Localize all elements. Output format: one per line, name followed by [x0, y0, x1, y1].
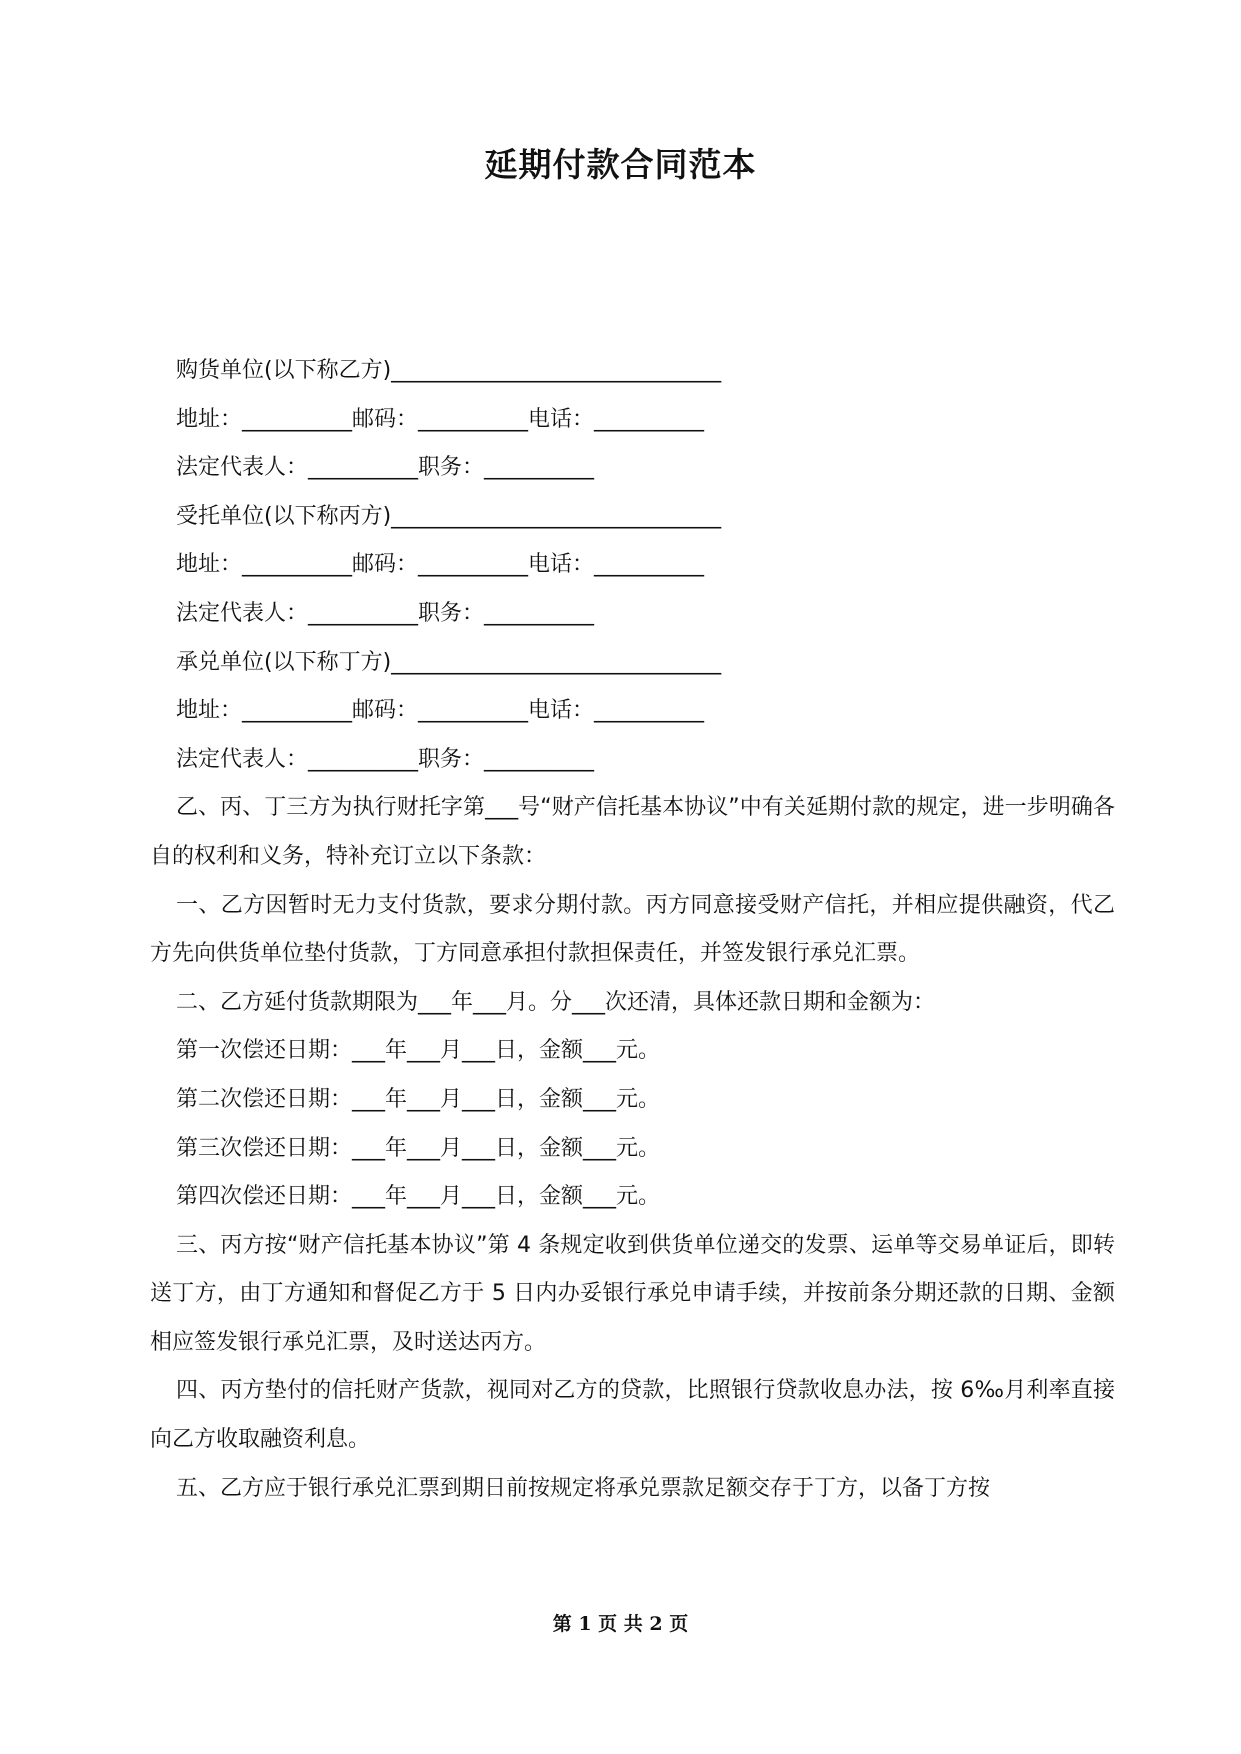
clause-1: 一、乙方因暂时无力支付货款，要求分期付款。丙方同意接受财产信托，并相应提供融资，代乙方先向供货单位垫付货款，丁方同意承担付款担保责任，并签发银行承兑汇票。 [150, 892, 1115, 967]
installment-4: 第四次偿还日期：___年___月___日，金额___元。 [176, 1184, 661, 1210]
buyer-representative-line: 法定代表人：__________职务：__________ [176, 455, 595, 481]
acceptor-representative-line: 法定代表人：__________职务：__________ [176, 746, 595, 772]
acceptor-unit-line: 承兑单位(以下称丁方)______________________________ [176, 649, 722, 675]
intro-paragraph: 乙、丙、丁三方为执行财托字第___号“财产信托基本协议”中有关延期付款的规定，进一步明确各自的权利和义务，特补充订立以下条款： [150, 795, 1115, 869]
clause-4: 四、丙方垫付的信托财产货款，视同对乙方的贷款，比照银行贷款收息办法，按 6‰月利率直接向乙方收取融资利息。 [150, 1378, 1115, 1453]
clause-5: 五、乙方应于银行承兑汇票到期日前按规定将承兑票款足额交存于丁方，以备丁方按 [176, 1475, 991, 1501]
acceptor-address-line: 地址：__________邮码：__________电话：__________ [176, 698, 705, 724]
document-title: 延期付款合同范本 [484, 145, 757, 184]
installment-3: 第三次偿还日期：___年___月___日，金额___元。 [176, 1135, 661, 1161]
trustee-address-line: 地址：__________邮码：__________电话：__________ [176, 552, 705, 578]
page-number: 第 1 页 共 2 页 [552, 1613, 689, 1635]
trustee-representative-line: 法定代表人：__________职务：__________ [176, 600, 595, 626]
document-body [150, 347, 1115, 1513]
buyer-address-line: 地址：__________邮码：__________电话：__________ [176, 406, 705, 432]
buyer-unit-line: 购货单位(以下称乙方)______________________________ [176, 358, 722, 383]
clause-3: 三、丙方按“财产信托基本协议”第 4 条规定收到供货单位递交的发票、运单等交易单证后，即转送丁方，由丁方通知和督促乙方于 5 日内办妥银行承兑申请手续，并按前条分期还款的日期、金额相应签发银行承兑汇票，及时送达丙方。 [150, 1232, 1115, 1355]
installment-1: 第一次偿还日期：___年___月___日，金额___元。 [176, 1038, 661, 1064]
clause-2: 二、乙方延付货款期限为___年___月。分___次还清，具体还款日期和金额为： [176, 989, 936, 1015]
installment-2: 第二次偿还日期：___年___月___日，金额___元。 [176, 1086, 661, 1112]
trustee-unit-line: 受托单位(以下称丙方)______________________________ [176, 503, 722, 529]
